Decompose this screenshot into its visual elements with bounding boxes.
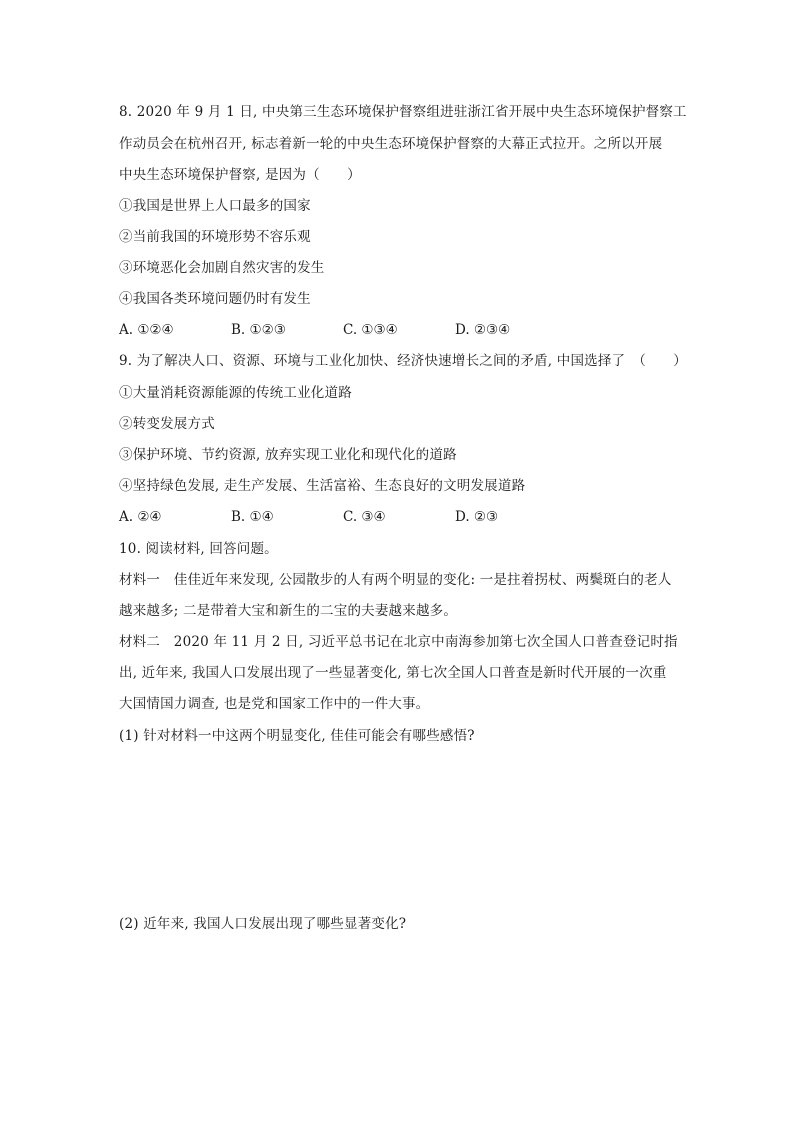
q8-stem-line-2: 作动员会在杭州召开, 标志着新一轮的中央生态环境保护督察的大幕正式拉开。之所以开展	[119, 136, 663, 152]
q8-option-a: A. ①②④	[119, 322, 174, 338]
q10-subquestion-2: (2) 近年来, 我国人口发展出现了哪些显著变化?	[119, 916, 407, 932]
q10-material1-line-1: 材料一 佳佳近年来发现, 公园散步的人有两个明显的变化: 一是拄着拐杖、两鬓斑白的老人	[119, 572, 672, 588]
q8-stem-line-1: 8. 2020 年 9 月 1 日, 中央第三生态环境保护督察组进驻浙江省开展中央生态环境保护督察工	[119, 104, 687, 120]
q9-item-2: ②转变发展方式	[119, 416, 215, 432]
q10-stem: 10. 阅读材料, 回答问题。	[119, 541, 278, 557]
q8-option-d: D. ②③④	[455, 322, 511, 338]
q8-item-4: ④我国各类环境问题仍时有发生	[119, 291, 311, 307]
q9-stem: 9. 为了解决人口、资源、环境与工业化加快、经济快速增长之间的矛盾, 中国选择了 （ ）	[119, 353, 688, 369]
q9-item-4: ④坚持绿色发展, 走生产发展、生活富裕、生态良好的文明发展道路	[119, 478, 526, 494]
q10-material2-line-2: 出, 近年来, 我国人口发展出现了一些显著变化, 第七次全国人口普查是新时代开展的一次重	[119, 665, 667, 681]
q10-material1-line-2: 越来越多; 二是带着大宝和新生的二宝的夫妻越来越多。	[119, 603, 458, 619]
q8-stem-line-3: 中央生态环境保护督察, 是因为（ ）	[119, 167, 361, 183]
q10-material2-line-3: 大国情国力调查, 也是党和国家工作中的一件大事。	[119, 696, 430, 712]
q8-item-2: ②当前我国的环境形势不容乐观	[119, 229, 311, 245]
q8-item-1: ①我国是世界上人口最多的国家	[119, 198, 311, 214]
q9-option-b: B. ①④	[231, 509, 274, 525]
q8-item-3: ③环境恶化会加剧自然灾害的发生	[119, 260, 325, 276]
q8-option-b: B. ①②③	[231, 322, 286, 338]
q9-option-d: D. ②③	[455, 509, 499, 525]
q10-subquestion-1: (1) 针对材料一中这两个明显变化, 佳佳可能会有哪些感悟?	[119, 728, 475, 744]
q9-item-1: ①大量消耗资源能源的传统工业化道路	[119, 385, 352, 401]
q10-material2-line-1: 材料二 2020 年 11 月 2 日, 习近平总书记在北京中南海参加第七次全国人口普查登记时指	[119, 634, 678, 650]
q8-option-c: C. ①③④	[343, 322, 398, 338]
q9-option-c: C. ③④	[343, 509, 386, 525]
q9-option-a: A. ②④	[119, 509, 162, 525]
q9-item-3: ③保护环境、节约资源, 放弃实现工业化和现代化的道路	[119, 447, 457, 463]
